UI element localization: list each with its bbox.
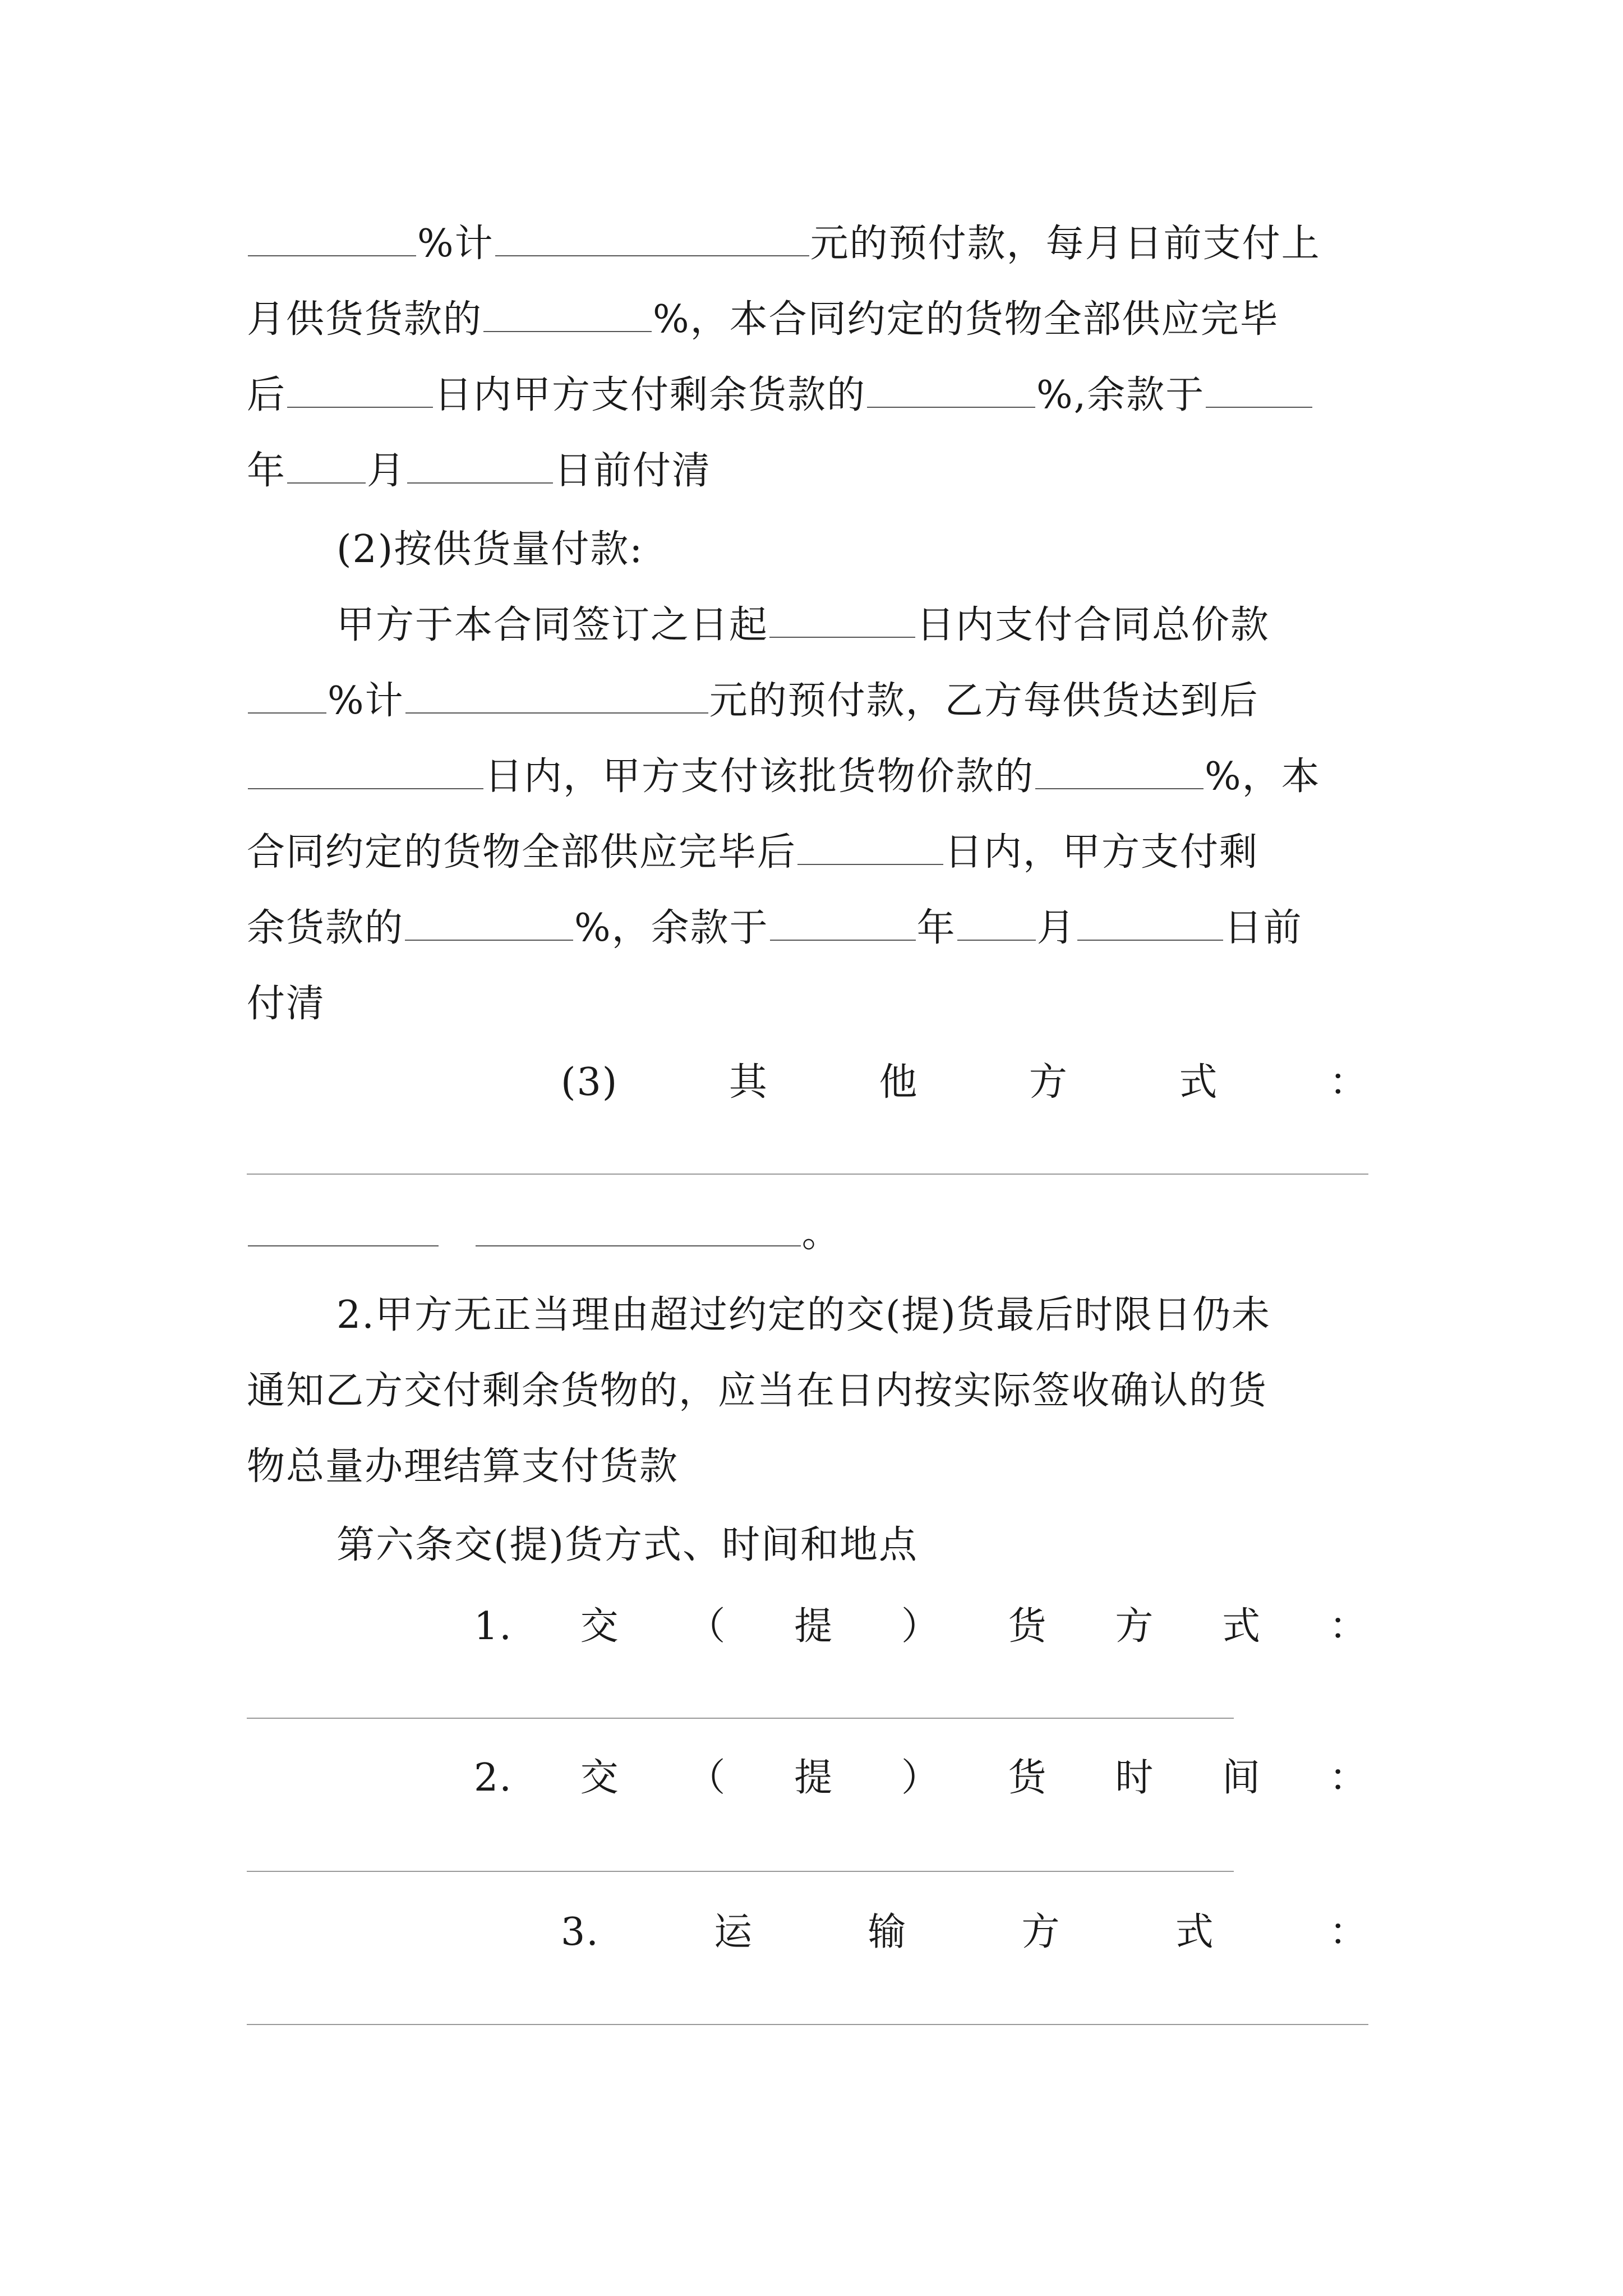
char: 间 [1222, 1756, 1262, 1800]
item2-heading: (2)按供货量付款: [336, 527, 644, 572]
item3-heading [561, 1055, 1368, 1111]
char: （ [687, 1604, 727, 1649]
blank-field[interactable] [867, 372, 1035, 408]
payment-line-3 [247, 367, 1385, 424]
text: %，余款于 [574, 906, 769, 950]
blank-field[interactable] [483, 296, 652, 332]
article6-item1 [474, 1599, 1368, 1655]
text: 日内支付合同总价款 [916, 603, 1270, 647]
item2-line-6: 付清 [247, 982, 326, 1026]
text: %，本 [1205, 754, 1321, 799]
blank-field[interactable] [287, 372, 433, 408]
item2-line-3 [247, 749, 1385, 805]
text: 日前付清 [554, 449, 712, 493]
char: 方 [1115, 1604, 1155, 1649]
blank-field[interactable] [248, 678, 326, 714]
char: ： [1329, 1060, 1368, 1105]
text: 元的预付款，每月日前支付上 [810, 222, 1321, 266]
char: 货 [1008, 1756, 1048, 1800]
blank-field[interactable] [957, 905, 1036, 941]
text: %,余款于 [1036, 373, 1205, 417]
article6-title: 第六条交(提)货方式、时间和地点 [336, 1523, 919, 1567]
text: 日前 [1224, 906, 1303, 950]
char: 2. [474, 1756, 513, 1800]
char: 他 [879, 1060, 919, 1105]
blank-field[interactable] [407, 448, 553, 484]
char: 交 [580, 1604, 620, 1649]
text: 日内，甲方支付该批货物价款的 [485, 754, 1035, 799]
blank-field[interactable] [287, 448, 366, 484]
text: 日内，甲方支付剩 [944, 830, 1259, 875]
payment-line-4 [247, 443, 1385, 499]
char: ： [1329, 1910, 1368, 1954]
item3-blank-line [247, 1206, 1385, 1262]
text: 月 [1036, 906, 1076, 950]
char: 运 [714, 1910, 754, 1954]
text: 月 [367, 449, 407, 493]
payment-line-1 [247, 216, 1385, 272]
text: 月供货货款的 [247, 297, 483, 342]
payment-line-2 [247, 292, 1385, 348]
char: (3) [561, 1060, 619, 1105]
char: 式 [1179, 1060, 1219, 1105]
item2-line-4 [247, 825, 1385, 881]
blank-field[interactable] [248, 220, 416, 256]
blank-field[interactable] [770, 905, 916, 941]
item2-line-5 [247, 900, 1385, 956]
char: （ [687, 1756, 727, 1800]
char: ： [1329, 1756, 1368, 1800]
text: 日内甲方支付剩余货款的 [434, 373, 866, 417]
char: 输 [868, 1910, 907, 1954]
blank-field[interactable] [797, 829, 943, 865]
char: 式 [1175, 1910, 1215, 1954]
text: 合同约定的货物全部供应完毕后 [247, 830, 797, 875]
text: 后 [247, 373, 287, 417]
clause2-line-3: 物总量办理结算支付货款 [247, 1444, 679, 1489]
article6-item2 [474, 1750, 1368, 1806]
char: ） [901, 1604, 940, 1649]
char: 方 [1021, 1910, 1061, 1954]
char: 时 [1115, 1756, 1155, 1800]
fill-line[interactable] [247, 1871, 1234, 1872]
char: 方 [1029, 1060, 1068, 1105]
clause2-line-2: 通知乙方交付剩余货物的，应当在日内按实际签收确认的货 [247, 1369, 1268, 1413]
blank-field[interactable] [476, 1211, 801, 1246]
text: %计 [328, 679, 404, 723]
blank-field[interactable] [405, 905, 573, 941]
item2-line-2 [247, 673, 1385, 729]
char: ） [901, 1756, 940, 1800]
char: 提 [794, 1604, 834, 1649]
char: 3. [561, 1910, 600, 1954]
blank-field[interactable] [1206, 372, 1312, 408]
blank-field[interactable] [405, 678, 708, 714]
text: 元的预付款，乙方每供货达到后 [709, 679, 1259, 723]
end-mark: 。 [801, 1212, 841, 1256]
text: 余货款的 [247, 906, 404, 950]
blank-field[interactable] [248, 1211, 439, 1246]
text: 年 [916, 906, 956, 950]
blank-field[interactable] [248, 753, 483, 789]
blank-field[interactable] [495, 220, 809, 256]
blank-field[interactable] [769, 602, 915, 638]
item2-line-1 [336, 597, 1385, 654]
char: 其 [728, 1060, 768, 1105]
fill-line[interactable] [247, 1174, 1368, 1175]
char: 式 [1222, 1604, 1262, 1649]
char: 交 [580, 1756, 620, 1800]
char: 1. [474, 1604, 513, 1649]
blank-field[interactable] [1077, 905, 1223, 941]
char: 货 [1008, 1604, 1048, 1649]
text: %计 [417, 222, 494, 266]
fill-line[interactable] [247, 2024, 1368, 2025]
blank-field[interactable] [1035, 753, 1204, 789]
text: 甲方于本合同签订之日起 [336, 603, 769, 647]
text: 年 [247, 449, 287, 493]
clause2-line-1: 2.甲方无正当理由超过约定的交(提)货最后时限日仍未 [336, 1293, 1271, 1337]
article6-item3 [561, 1904, 1368, 1961]
text: %，本合同约定的货物全部供应完毕 [653, 297, 1279, 342]
char: ： [1329, 1604, 1368, 1649]
char: 提 [794, 1756, 834, 1800]
fill-line[interactable] [247, 1718, 1234, 1719]
